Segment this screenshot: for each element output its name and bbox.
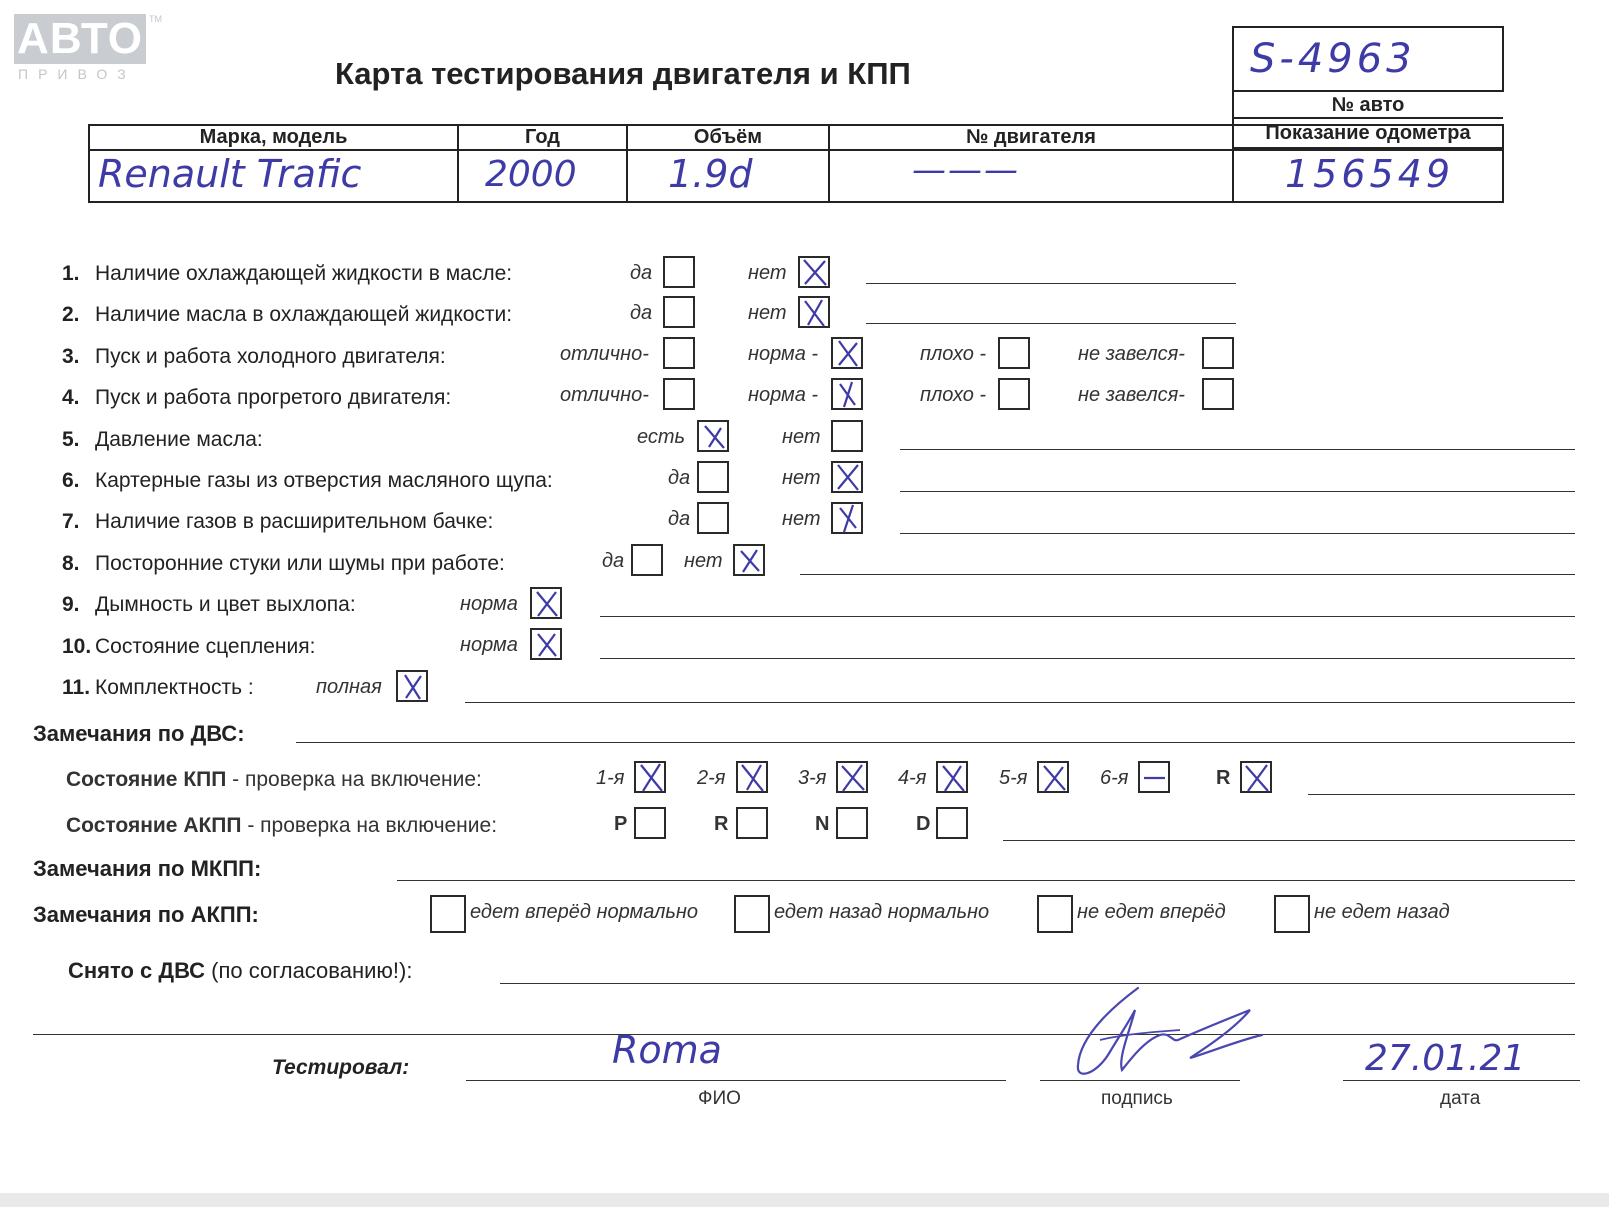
q3-option-bad: плохо - <box>920 343 987 365</box>
car-number-label: № авто <box>1331 94 1405 116</box>
ice-remarks-label: Замечания по ДВС: <box>33 721 245 746</box>
q6-option-no: нет <box>782 467 821 489</box>
q4-checkbox-not-started[interactable] <box>1202 378 1234 410</box>
q1-checkbox-no[interactable] <box>798 256 830 288</box>
question-5: 5. Давление масла: <box>62 428 263 451</box>
dash-mark-icon <box>1138 761 1170 793</box>
gear-5-checkbox[interactable] <box>1037 761 1069 793</box>
question-6: 6. Картерные газы из отверстия масляного щупа: <box>62 469 553 492</box>
check-mark-icon <box>798 296 830 328</box>
q1-option-no: нет <box>748 262 787 284</box>
q11-option-complete: полная <box>316 676 382 698</box>
q2-checkbox-yes[interactable] <box>663 296 695 328</box>
akpp-forward-ok-checkbox[interactable] <box>430 895 466 933</box>
gear-5-label: 5-я <box>999 767 1028 789</box>
check-mark-icon <box>396 670 428 702</box>
q3-checkbox-excellent[interactable] <box>663 337 695 369</box>
q11-checkbox-complete[interactable] <box>396 670 428 702</box>
q7-checkbox-no[interactable] <box>831 502 863 534</box>
volume-value: 1.9d <box>668 152 753 196</box>
signature-caption: подпись <box>1101 1088 1173 1109</box>
page-title: Карта тестирования двигателя и КПП <box>335 56 911 91</box>
akpp-reverse-ok-label: едет назад нормально <box>774 901 990 923</box>
q3-option-not-started: не завелся- <box>1078 343 1185 365</box>
gear-2-checkbox[interactable] <box>736 761 768 793</box>
q8-checkbox-yes[interactable] <box>631 544 663 576</box>
q7-option-yes: да <box>668 508 691 530</box>
question-9: 9. Дымность и цвет выхлопа: <box>62 593 356 616</box>
position-n-label: N <box>815 813 830 835</box>
gear-1-checkbox[interactable] <box>634 761 666 793</box>
check-mark-icon <box>836 761 868 793</box>
q3-option-normal: норма - <box>748 343 819 365</box>
question-7: 7. Наличие газов в расширительном бачке: <box>62 510 494 533</box>
q3-checkbox-normal[interactable] <box>831 337 863 369</box>
col-make-model: Марка, модель <box>199 126 348 148</box>
q4-option-bad: плохо - <box>920 384 987 406</box>
check-mark-icon <box>831 461 863 493</box>
position-p-label: P <box>614 813 628 835</box>
position-n-checkbox[interactable] <box>836 807 868 839</box>
akpp-remarks-label: Замечания по АКПП: <box>33 902 259 927</box>
q5-checkbox-no[interactable] <box>831 420 863 452</box>
q3-checkbox-bad[interactable] <box>998 337 1030 369</box>
position-r-checkbox[interactable] <box>736 807 768 839</box>
q5-option-yes: есть <box>637 426 686 448</box>
akpp-no-reverse-checkbox[interactable] <box>1274 895 1310 933</box>
q3-option-excellent: отлично- <box>560 343 649 365</box>
gear-1-label: 1-я <box>596 767 625 789</box>
q8-checkbox-no[interactable] <box>733 544 765 576</box>
q5-checkbox-yes[interactable] <box>697 420 729 452</box>
question-2: 2. Наличие масла в охлаждающей жидкости: <box>62 303 513 326</box>
akpp-forward-ok-label: едет вперёд нормально <box>470 901 699 923</box>
check-mark-icon <box>736 761 768 793</box>
question-4: 4. Пуск и работа прогретого двигателя: <box>62 386 452 409</box>
q6-option-yes: да <box>668 467 691 489</box>
position-r-label: R <box>714 813 729 835</box>
akpp-no-forward-checkbox[interactable] <box>1037 895 1073 933</box>
tested-by-label: Тестировал: <box>272 1056 410 1079</box>
q7-option-no: нет <box>782 508 821 530</box>
q6-checkbox-no[interactable] <box>831 461 863 493</box>
position-p-checkbox[interactable] <box>634 807 666 839</box>
check-mark-icon <box>798 256 830 288</box>
date-value: 27.01.21 <box>1365 1038 1526 1079</box>
question-1: 1. Наличие охлаждающей жидкости в масле: <box>62 262 513 285</box>
q8-option-no: нет <box>684 550 723 572</box>
gear-2-label: 2-я <box>697 767 726 789</box>
gear-6-label: 6-я <box>1100 767 1129 789</box>
name-caption: ФИО <box>698 1088 741 1109</box>
q10-checkbox-normal[interactable] <box>530 628 562 660</box>
date-caption: дата <box>1440 1088 1481 1109</box>
check-mark-icon <box>530 628 562 660</box>
engine-number-value: ——— <box>912 150 1020 190</box>
gear-reverse-checkbox[interactable] <box>1240 761 1272 793</box>
check-mark-icon <box>831 378 863 410</box>
question-3: 3. Пуск и работа холодного двигателя: <box>62 345 446 368</box>
col-engine-number: № двигателя <box>966 126 1096 148</box>
q1-option-yes: да <box>630 262 653 284</box>
gear-6-checkbox[interactable] <box>1138 761 1170 793</box>
question-10: 10. Состояние сцепления: <box>62 635 316 658</box>
logo-subtitle: ПРИВОЗ <box>18 66 136 82</box>
q7-checkbox-yes[interactable] <box>697 502 729 534</box>
q9-checkbox-normal[interactable] <box>530 587 562 619</box>
removed-from-ice-label: Снято с ДВС (по согласованию!): <box>68 958 413 983</box>
q6-checkbox-yes[interactable] <box>697 461 729 493</box>
q2-checkbox-no[interactable] <box>798 296 830 328</box>
akpp-no-reverse-label: не едет назад <box>1314 901 1450 923</box>
q3-checkbox-not-started[interactable] <box>1202 337 1234 369</box>
check-mark-icon <box>1240 761 1272 793</box>
question-11: 11. Комплектность : <box>62 676 254 699</box>
gear-3-checkbox[interactable] <box>836 761 868 793</box>
q1-checkbox-yes[interactable] <box>663 256 695 288</box>
car-number-value: S-4963 <box>1250 36 1416 82</box>
check-mark-icon <box>831 337 863 369</box>
gear-3-label: 3-я <box>798 767 827 789</box>
q8-option-yes: да <box>602 550 625 572</box>
check-mark-icon <box>1037 761 1069 793</box>
check-mark-icon <box>831 502 863 534</box>
position-d-checkbox[interactable] <box>936 807 968 839</box>
scan-edge <box>0 1193 1609 1207</box>
q4-checkbox-normal[interactable] <box>831 378 863 410</box>
q2-option-no: нет <box>748 302 787 324</box>
manual-gearbox-label: Состояние КПП - проверка на включение: <box>66 768 482 791</box>
akpp-reverse-ok-checkbox[interactable] <box>734 895 770 933</box>
check-mark-icon <box>634 761 666 793</box>
make-model-value: Renault Trafic <box>98 152 362 196</box>
logo-mark: АВТО <box>14 14 146 64</box>
position-d-label: D <box>916 813 931 835</box>
signature-image <box>1060 980 1280 1090</box>
q4-option-not-started: не завелся- <box>1078 384 1185 406</box>
gear-reverse-label: R <box>1216 767 1231 789</box>
q5-option-no: нет <box>782 426 821 448</box>
col-year: Год <box>525 126 560 148</box>
automatic-gearbox-label: Состояние АКПП - проверка на включение: <box>66 814 498 837</box>
akpp-no-forward-label: не едет вперёд <box>1077 901 1226 923</box>
q10-option-normal: норма <box>460 634 518 656</box>
q2-option-yes: да <box>630 302 653 324</box>
tester-name-value: Roma <box>612 1028 722 1072</box>
check-mark-icon <box>733 544 765 576</box>
q4-option-normal: норма - <box>748 384 819 406</box>
q4-checkbox-excellent[interactable] <box>663 378 695 410</box>
col-volume: Объём <box>693 126 763 148</box>
gear-4-label: 4-я <box>898 767 927 789</box>
question-8: 8. Посторонние стуки или шумы при работе: <box>62 552 505 575</box>
q9-option-normal: норма <box>460 593 518 615</box>
check-mark-icon <box>936 761 968 793</box>
q4-checkbox-bad[interactable] <box>998 378 1030 410</box>
gear-4-checkbox[interactable] <box>936 761 968 793</box>
logo-tm: TM <box>149 14 162 24</box>
odometer-value: 156549 <box>1285 152 1455 196</box>
year-value: 2000 <box>485 154 577 195</box>
check-mark-icon <box>697 420 729 452</box>
q4-option-excellent: отлично- <box>560 384 649 406</box>
check-mark-icon <box>530 587 562 619</box>
odometer-label: Показание одометра <box>1265 122 1471 144</box>
mkpp-remarks-label: Замечания по МКПП: <box>33 856 262 881</box>
